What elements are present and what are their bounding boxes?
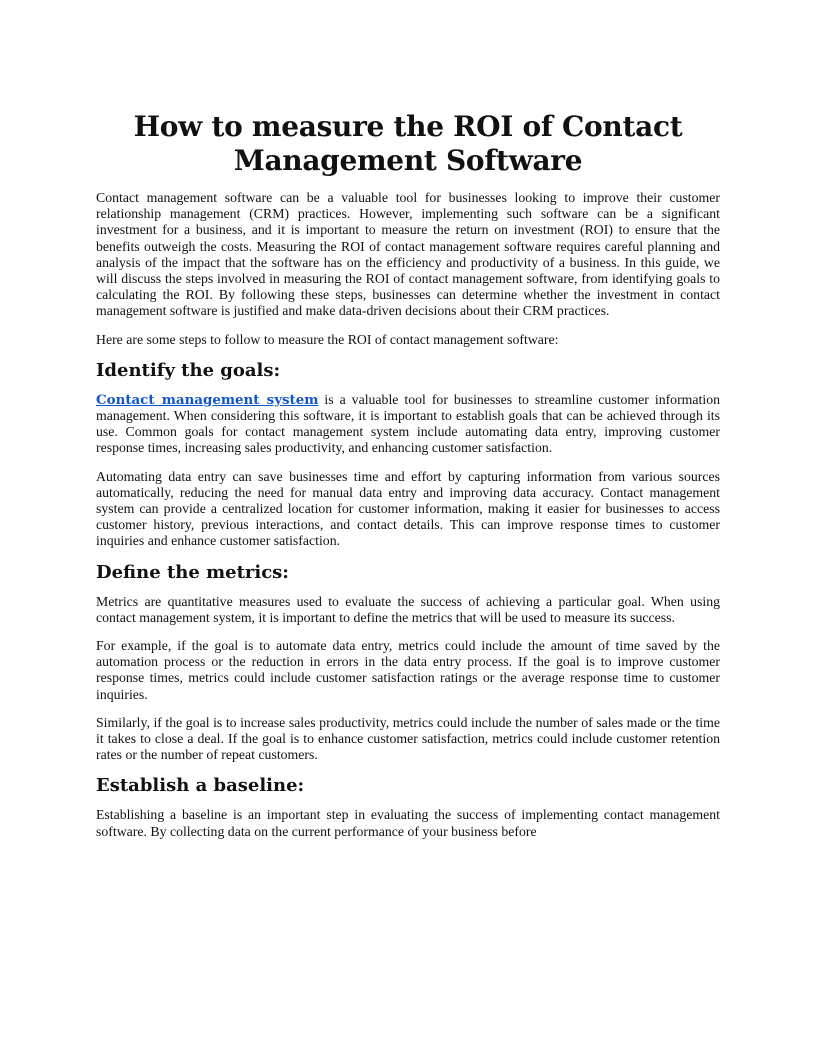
identify-goals-paragraph-1-text: is a valuable tool for businesses to streamline customer information management. When considering this software, it is important to establish goals that can be achieved through its use. Common goals for contact management system include automating data entry, improving customer response times, increasing sales productivity, and enhancing customer satisfaction. (96, 391, 720, 456)
define-metrics-paragraph-1: Metrics are quantitative measures used to evaluate the success of achieving a particular goal. When using contact management system, it is important to define the metrics that will be used to measure its success. (96, 593, 720, 625)
define-metrics-paragraph-2: For example, if the goal is to automate data entry, metrics could include the amount of time saved by the automation process or the reduction in errors in the data entry process. If the goal is to improve customer response times, metrics could include customer satisfaction ratings or the average response time to customer inquiries. (96, 638, 720, 702)
steps-intro-paragraph: Here are some steps to follow to measure the ROI of contact management software: (96, 331, 559, 347)
contact-management-system-link[interactable]: Contact management system (96, 391, 319, 408)
establish-baseline-paragraph-1: Establishing a baseline is an important step in evaluating the success of implementing contact management software. By collecting data on the current performance of your business before (96, 807, 720, 839)
section-heading-establish-baseline: Establish a baseline: (96, 775, 305, 797)
define-metrics-paragraph-3: Similarly, if the goal is to increase sales productivity, metrics could include the number of sales made or the time it takes to close a deal. If the goal is to enhance customer satisfaction, metrics could include customer retention rates or the number of repeat customers. (96, 714, 720, 763)
document-page (96, 110, 720, 852)
identify-goals-paragraph-2: Automating data entry can save businesses time and effort by capturing information from various sources automatically, reducing the need for manual data entry and improving data accuracy. Contact management system can provide a centralized location for customer information, making it easier for businesses to access customer history, previous interactions, and contact details. This can improve response times to customer inquiries and enhance customer satisfaction. (96, 468, 720, 549)
section-heading-define-metrics: Define the metrics: (96, 561, 289, 583)
intro-paragraph: Contact management software can be a valuable tool for businesses looking to improve their customer relationship management (CRM) practices. However, implementing such software can be a significant investment for a business, and it is important to measure the return on investment (ROI) to ensure that the benefits outweigh the costs. Measuring the ROI of contact management software requires careful planning and analysis of the impact that the software has on the efficiency and productivity of a business. In this guide, we will discuss the steps involved in measuring the ROI of contact management software, from identifying goals to calculating the ROI. By following these steps, businesses can determine whether the investment in contact management software is justified and make data-driven decisions about their CRM practices. (96, 190, 720, 319)
identify-goals-paragraph-1 (96, 392, 720, 457)
page-title: How to measure the ROI of Contact Management Software (133, 110, 683, 177)
section-heading-identify-goals: Identify the goals: (96, 359, 281, 381)
